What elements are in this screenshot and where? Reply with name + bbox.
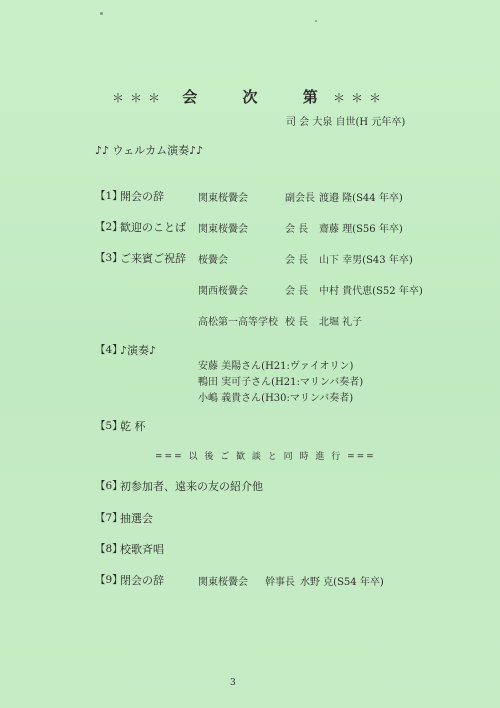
item-2-number: 【2】 — [95, 221, 123, 233]
item-3c-role: 校 長 — [285, 317, 309, 328]
item-1-number: 【1】 — [95, 190, 123, 202]
title-stars-left: ＊＊＊ — [112, 91, 167, 105]
performer-1: 安藤 美陽さん(H21:ヴァイオリン) — [198, 361, 354, 372]
item-8-number: 【8】 — [95, 543, 123, 555]
item-5-label: 乾 杯 — [120, 420, 146, 433]
item-2-name: 齋藤 理(S56 年卒) — [319, 224, 403, 235]
item-9-org: 関東桜黌会 — [198, 577, 248, 588]
concurrent-note: === 以 後 ご 歓 談 と 同 時 進 行 === — [155, 452, 376, 462]
master-of-ceremonies: 司 会 大泉 自世(H 元年卒) — [286, 117, 406, 128]
item-2-label: 歓迎のことば — [120, 221, 186, 234]
item-9-label: 閉会の辞 — [120, 574, 164, 587]
performer-3: 小嶋 義貴さん(H30:マリンバ奏者) — [198, 393, 354, 404]
welcome-performance: ♪♪ ウェルカム演奏♪♪ — [95, 144, 204, 157]
page-title — [112, 86, 387, 107]
speck — [315, 20, 317, 22]
item-3b-name: 中村 貴代恵(S52 年卒) — [319, 286, 423, 297]
item-5-number: 【5】 — [95, 420, 123, 432]
title-char-3: 第 — [302, 88, 319, 106]
item-6-label: 初参加者、遠来の友の紹介他 — [120, 480, 263, 493]
item-9-role: 幹事長 — [265, 577, 295, 588]
item-1-role: 副会長 — [285, 193, 315, 204]
item-4-label: ♪演奏♪ — [120, 344, 157, 357]
item-3-name: 山下 幸男(S43 年卒) — [319, 255, 413, 266]
item-7-number: 【7】 — [95, 512, 123, 524]
title-char-1: 会 — [182, 88, 199, 106]
item-4-number: 【4】 — [95, 344, 123, 356]
item-3-label: ご来賓ご祝辞 — [120, 252, 186, 265]
item-1-org: 関東桜黌会 — [198, 193, 248, 204]
item-8-label: 校歌斉唱 — [120, 543, 164, 556]
item-2-role: 会 長 — [285, 224, 309, 235]
item-3b-org: 関西桜黌会 — [198, 286, 248, 297]
item-9-name: 水野 克(S54 年卒) — [300, 577, 384, 588]
item-1-name: 渡邉 隆(S44 年卒) — [319, 193, 403, 204]
item-3c-name: 北堀 礼子 — [319, 317, 363, 328]
item-2-org: 関東桜黌会 — [198, 224, 248, 235]
item-9-number: 【9】 — [95, 574, 123, 586]
item-1-label: 開会の辞 — [120, 190, 164, 203]
item-6-number: 【6】 — [95, 480, 123, 492]
item-3-role: 会 長 — [285, 255, 309, 266]
page-number: 3 — [230, 678, 236, 688]
title-stars-right: ＊＊＊ — [333, 91, 388, 105]
speck — [100, 12, 103, 15]
title-char-2: 次 — [242, 88, 259, 106]
item-3b-role: 会 長 — [285, 286, 309, 297]
performer-2: 鴨田 実可子さん(H21:マリンバ奏者) — [198, 377, 364, 388]
item-3-number: 【3】 — [95, 252, 123, 264]
item-3-org: 桜黌会 — [198, 255, 228, 266]
item-3c-org: 高松第一高等学校 — [198, 317, 278, 328]
item-7-label: 抽選会 — [120, 512, 153, 525]
